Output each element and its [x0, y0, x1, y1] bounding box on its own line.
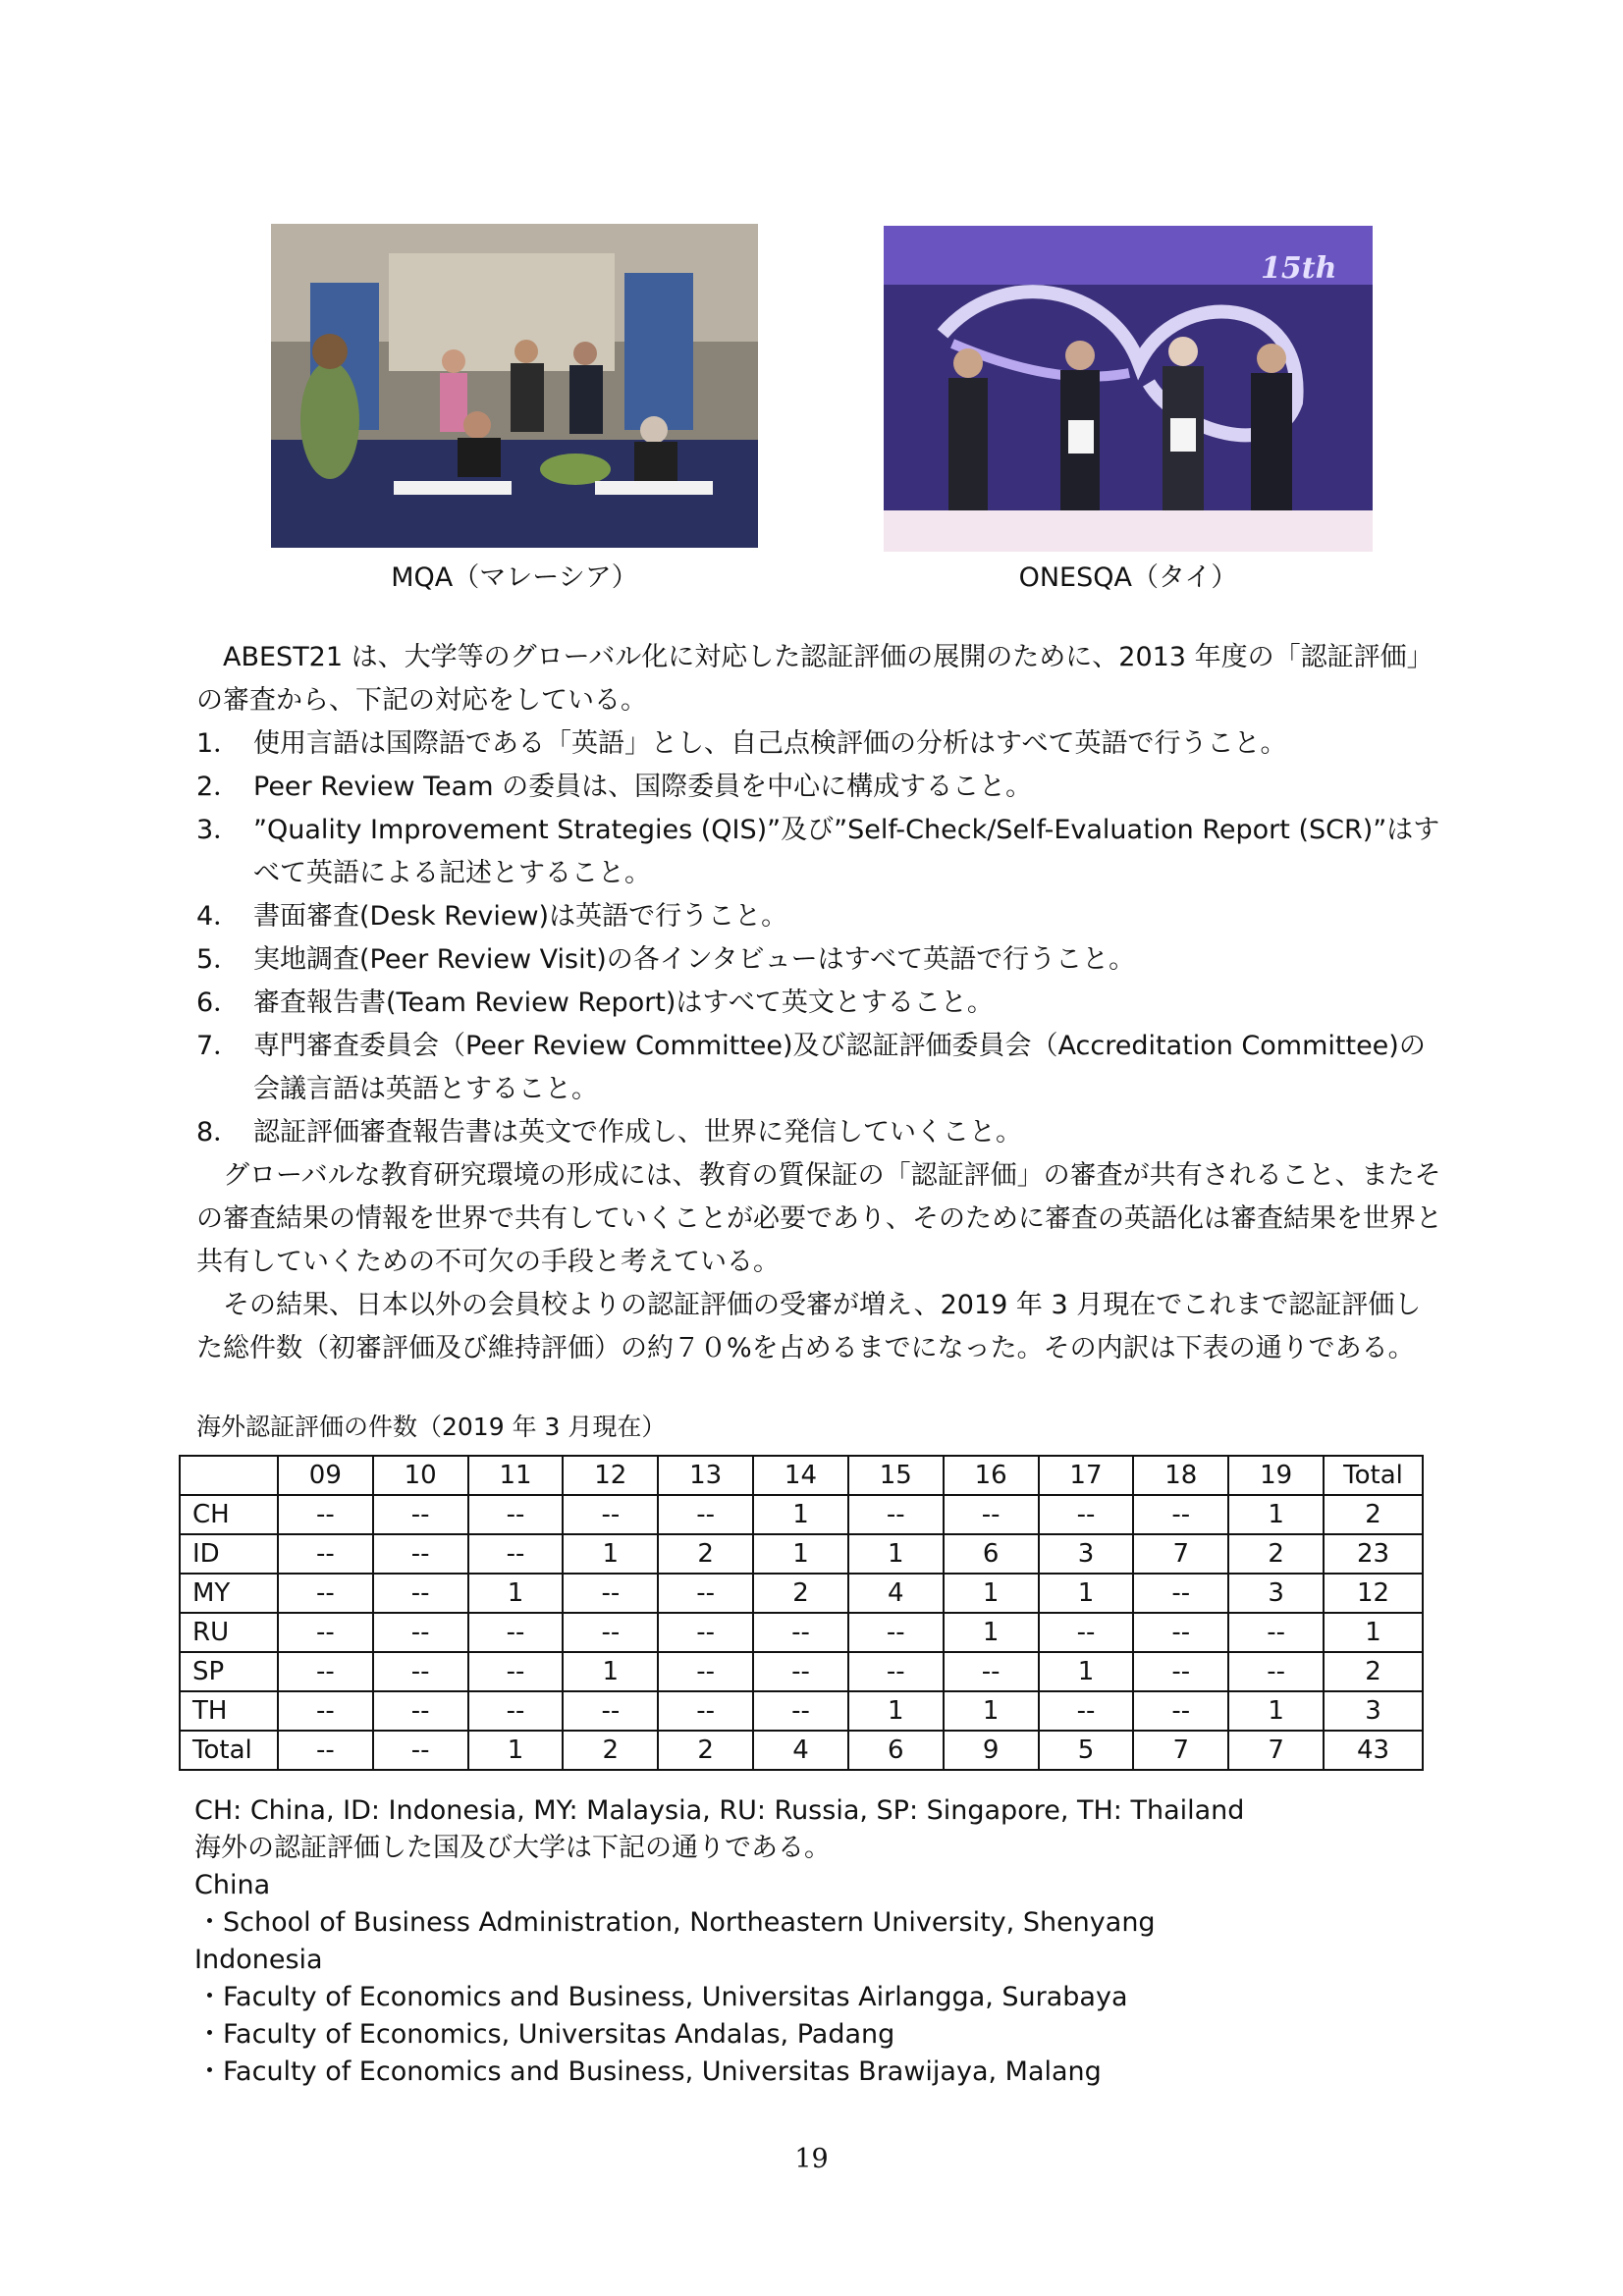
table-cell: --	[278, 1691, 373, 1731]
table-cell: 23	[1324, 1534, 1423, 1574]
table-cell: 6	[944, 1534, 1039, 1574]
table-cell: 1	[1324, 1613, 1423, 1652]
table-legend: CH: China, ID: Indonesia, MY: Malaysia, RU: Russia, SP: Singapore, TH: Thailand	[194, 1795, 1245, 1826]
table-row	[180, 1495, 1423, 1534]
list-item: 4． 書面審査(Desk Review)は英語で行うこと。	[196, 901, 788, 932]
table-cell: --	[1133, 1691, 1228, 1731]
table-cell: --	[373, 1574, 468, 1613]
table-cell: 1	[563, 1534, 658, 1574]
table-cell: --	[848, 1613, 944, 1652]
table-cell: --	[373, 1731, 468, 1770]
table-cell: 4	[848, 1574, 944, 1613]
header-cell: 13	[658, 1456, 753, 1495]
table-cell: --	[278, 1534, 373, 1574]
overseas-accreditation-table	[179, 1455, 1424, 1771]
paragraph-results	[196, 1284, 1443, 1370]
table-cell: 3	[1228, 1574, 1324, 1613]
photo-onesqa-ceremony	[884, 226, 1373, 552]
table-cell: --	[1228, 1613, 1324, 1652]
table-cell: --	[373, 1652, 468, 1691]
table-cell: --	[468, 1613, 564, 1652]
list-item: 6． 審査報告書(Team Review Report)はすべて英文とすること。	[196, 988, 994, 1018]
table-cell: --	[753, 1691, 848, 1731]
table-cell: 2	[1324, 1495, 1423, 1534]
row-header-cell: SP	[180, 1652, 278, 1691]
table-cell: 1	[944, 1613, 1039, 1652]
table-cell: 1	[1228, 1691, 1324, 1731]
table-cell: --	[1133, 1613, 1228, 1652]
table-cell: 7	[1133, 1731, 1228, 1770]
table-cell: --	[373, 1691, 468, 1731]
table-header-row	[180, 1456, 1423, 1495]
table-row-total	[180, 1731, 1423, 1770]
table-cell: 2	[1324, 1652, 1423, 1691]
list-item: 5． 実地調査(Peer Review Visit)の各インタビューはすべて英語で行うこと。	[196, 944, 1136, 975]
table-cell: 7	[1228, 1731, 1324, 1770]
row-header-cell: RU	[180, 1613, 278, 1652]
table-cell: --	[1039, 1495, 1134, 1534]
table-cell: --	[658, 1574, 753, 1613]
paragraph-results-text: その結果、日本以外の会員校よりの認証評価の受審が増え、2019 年 3 月現在でこれまで認証評価した総件数（初審評価及び維持評価）の約７０%を占めるまでになった。その内訳は下表の通りである。	[196, 1290, 1422, 1363]
anniversary-mark: 15th	[1261, 251, 1337, 286]
table-cell: 9	[944, 1731, 1039, 1770]
table-cell: --	[468, 1534, 564, 1574]
table-cell: 1	[753, 1534, 848, 1574]
list-item: 7． 専門審査委員会（Peer Review Committee)及び認証評価委員会（Accreditation Committee)の会議言語は英語とすること。	[196, 1031, 1426, 1104]
table-cell: --	[373, 1495, 468, 1534]
table-cell: 3	[1324, 1691, 1423, 1731]
row-header-cell: CH	[180, 1495, 278, 1534]
university-item: ・School of Business Administration, Northeastern University, Shenyang	[196, 1907, 1156, 1938]
header-cell	[180, 1456, 278, 1495]
table-cell: --	[848, 1652, 944, 1691]
table-cell: 1	[944, 1691, 1039, 1731]
table-cell: --	[1133, 1495, 1228, 1534]
table-cell: --	[278, 1731, 373, 1770]
table-cell: 1	[753, 1495, 848, 1534]
table-cell: --	[944, 1495, 1039, 1534]
table-cell: --	[1039, 1691, 1134, 1731]
university-item: ・Faculty of Economics, Universitas Andalas, Padang	[196, 2019, 895, 2050]
table-cell: 2	[563, 1731, 658, 1770]
table-cell: --	[563, 1574, 658, 1613]
table-cell: --	[468, 1691, 564, 1731]
header-cell: 10	[373, 1456, 468, 1495]
table-cell: --	[753, 1613, 848, 1652]
header-cell: 18	[1133, 1456, 1228, 1495]
photo-mqa-signing	[271, 224, 758, 548]
table-title: 海外認証評価の件数（2019 年 3 月現在）	[196, 1413, 667, 1441]
table-cell: --	[278, 1495, 373, 1534]
header-cell: 17	[1039, 1456, 1134, 1495]
table-cell: 12	[1324, 1574, 1423, 1613]
row-header-cell: ID	[180, 1534, 278, 1574]
table-cell: --	[468, 1652, 564, 1691]
table-cell: --	[658, 1652, 753, 1691]
table-cell: 1	[848, 1534, 944, 1574]
list-item: 8． 認証評価審査報告書は英文で作成し、世界に発信していくこと。	[196, 1117, 1022, 1148]
table-cell: --	[1133, 1652, 1228, 1691]
table-cell: 2	[658, 1731, 753, 1770]
table-cell: --	[1228, 1652, 1324, 1691]
header-cell: 12	[563, 1456, 658, 1495]
country-heading: Indonesia	[194, 1945, 323, 1975]
caption-onesqa: ONESQA（タイ）	[1018, 562, 1238, 593]
header-cell: Total	[1324, 1456, 1423, 1495]
header-cell: 15	[848, 1456, 944, 1495]
table-cell: 2	[753, 1574, 848, 1613]
table-cell: --	[753, 1652, 848, 1691]
table-cell: --	[1133, 1574, 1228, 1613]
university-item: ・Faculty of Economics and Business, Universitas Airlangga, Surabaya	[196, 1982, 1128, 2012]
table-cell: 6	[848, 1731, 944, 1770]
table-cell: --	[1039, 1613, 1134, 1652]
caption-mqa: MQA（マレーシア）	[391, 562, 638, 593]
table-cell: 1	[944, 1574, 1039, 1613]
paragraph-global-text: グローバルな教育研究環境の形成には、教育の質保証の「認証評価」の審査が共有されること、またその審査結果の情報を世界で共有していくことが必要であり、そのために審査の英語化は審査結果を世界と共有していくための不可欠の手段と考えている。	[196, 1160, 1442, 1277]
table-cell: 2	[1228, 1534, 1324, 1574]
table-cell: 43	[1324, 1731, 1423, 1770]
table-cell: 1	[848, 1691, 944, 1731]
header-cell: 14	[753, 1456, 848, 1495]
table-row	[180, 1613, 1423, 1652]
table-cell: 2	[658, 1534, 753, 1574]
row-header-cell: Total	[180, 1731, 278, 1770]
page-number: 19	[794, 2144, 829, 2174]
header-cell: 09	[278, 1456, 373, 1495]
table-cell: --	[278, 1613, 373, 1652]
table-cell: 3	[1039, 1534, 1134, 1574]
table-cell: --	[563, 1495, 658, 1534]
header-cell: 11	[468, 1456, 564, 1495]
university-item: ・Faculty of Economics and Business, Universitas Brawijaya, Malang	[196, 2056, 1102, 2087]
table-cell: --	[944, 1652, 1039, 1691]
table-cell: --	[563, 1691, 658, 1731]
list-item: 1． 使用言語は国際語である「英語」とし、自己点検評価の分析はすべて英語で行うこと。	[196, 728, 1287, 759]
table-cell: --	[468, 1495, 564, 1534]
table-cell: 1	[1228, 1495, 1324, 1534]
header-cell: 16	[944, 1456, 1039, 1495]
table-cell: 5	[1039, 1731, 1134, 1770]
table-cell: 7	[1133, 1534, 1228, 1574]
list-intro: 海外の認証評価した国及び大学は下記の通りである。	[194, 1833, 831, 1863]
table-cell: 1	[468, 1731, 564, 1770]
intro-text: ABEST21 は、大学等のグローバル化に対応した認証評価の展開のために、2013 年度の「認証評価」の審査から、下記の対応をしている。	[196, 642, 1434, 716]
table-row	[180, 1691, 1423, 1731]
table-cell: --	[373, 1534, 468, 1574]
table-row	[180, 1534, 1423, 1574]
intro-paragraph	[196, 636, 1443, 722]
list-item: 2． Peer Review Team の委員は、国際委員を中心に構成すること。	[196, 772, 1033, 802]
table-cell: 1	[1039, 1574, 1134, 1613]
country-heading: China	[194, 1870, 271, 1900]
row-header-cell: TH	[180, 1691, 278, 1731]
row-header-cell: MY	[180, 1574, 278, 1613]
header-cell: 19	[1228, 1456, 1324, 1495]
table-cell: --	[278, 1652, 373, 1691]
table-cell: 1	[563, 1652, 658, 1691]
table-cell: --	[658, 1613, 753, 1652]
table-cell: 1	[468, 1574, 564, 1613]
table-cell: 1	[1039, 1652, 1134, 1691]
paragraph-global	[196, 1154, 1443, 1284]
table-row	[180, 1574, 1423, 1613]
list-item: 3． ”Quality Improvement Strategies (QIS)”及び”Self-Check/Self-Evaluation Report (SCR)”はすべて英語による記述とすること。	[196, 815, 1440, 888]
table-cell: --	[373, 1613, 468, 1652]
table-cell: --	[658, 1691, 753, 1731]
table-cell: 4	[753, 1731, 848, 1770]
table-cell: --	[563, 1613, 658, 1652]
table-cell: --	[658, 1495, 753, 1534]
table-cell: --	[848, 1495, 944, 1534]
table-row	[180, 1652, 1423, 1691]
table-cell: --	[278, 1574, 373, 1613]
